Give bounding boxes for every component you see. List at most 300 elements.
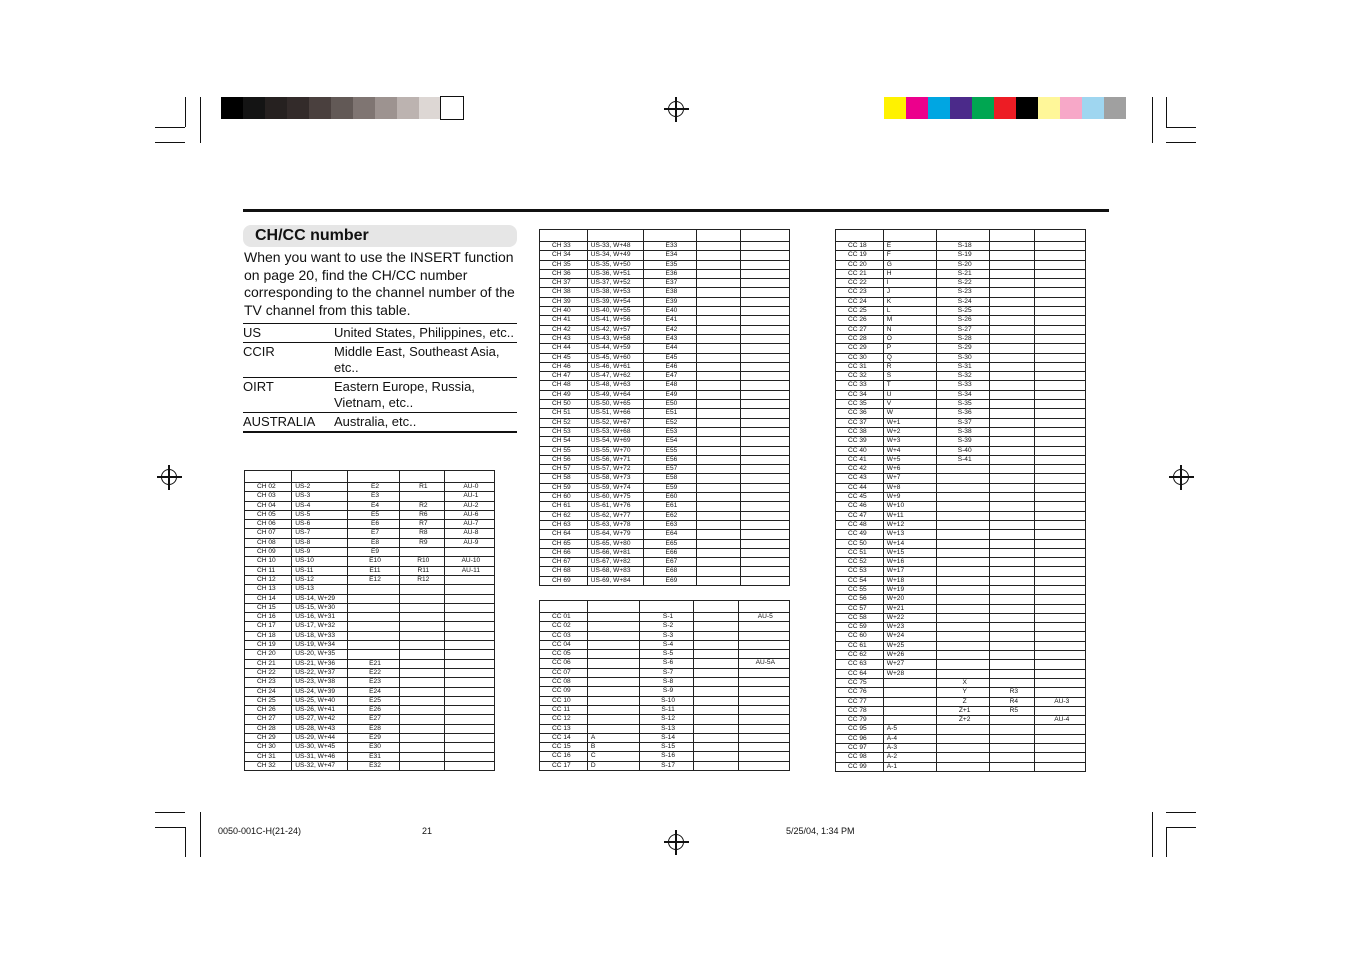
header-cell (640, 601, 693, 613)
table-cell (738, 631, 789, 640)
table-cell: CH 08 (245, 538, 292, 547)
table-cell: CC 45 (836, 493, 884, 502)
table-cell (348, 613, 400, 622)
table-cell (741, 576, 790, 585)
table-cell (444, 687, 494, 696)
table-cell: CC 50 (836, 539, 884, 548)
table-cell: CH 14 (245, 594, 292, 603)
table-cell: W+10 (883, 502, 936, 511)
table-cell: CH 51 (540, 409, 588, 418)
table-cell: R (883, 362, 936, 371)
table-cell (1035, 585, 1086, 594)
table-row (245, 520, 495, 529)
table-row (540, 297, 790, 306)
header-cell (990, 230, 1035, 242)
table-cell (399, 641, 444, 650)
table-cell (1035, 279, 1086, 288)
table-cell (990, 483, 1035, 492)
table-row (836, 678, 1086, 687)
table-cell: V (883, 400, 936, 409)
table-cell (399, 650, 444, 659)
table-cell (696, 288, 740, 297)
table-cell: CH 34 (540, 251, 588, 260)
table-cell (990, 390, 1035, 399)
registration-mark-bottom (668, 834, 684, 850)
table-row (836, 455, 1086, 464)
table-cell (738, 640, 789, 649)
table-cell (693, 678, 738, 687)
table-cell (444, 696, 494, 705)
table-cell (1035, 753, 1086, 762)
channel-table-3 (539, 600, 790, 771)
table-cell (587, 705, 639, 714)
table-cell: CH 43 (540, 334, 588, 343)
table-cell (883, 678, 936, 687)
table-row (836, 567, 1086, 576)
table-cell: Y (937, 688, 990, 697)
table-cell: E3 (348, 492, 400, 501)
table-row (245, 761, 495, 770)
table-cell: R7 (399, 520, 444, 529)
color-swatch (265, 97, 287, 119)
table-cell: CH 58 (540, 474, 588, 483)
table-cell: AU-8 (444, 529, 494, 538)
table-cell (348, 650, 400, 659)
table-cell: E63 (644, 520, 697, 529)
table-row (836, 418, 1086, 427)
table-cell: CH 69 (540, 576, 588, 585)
table-cell: CC 18 (836, 242, 884, 251)
table-row (836, 427, 1086, 436)
table-cell: CH 03 (245, 492, 292, 501)
table-cell (1035, 641, 1086, 650)
table-cell: W+28 (883, 669, 936, 678)
table-cell (990, 604, 1035, 613)
table-cell (741, 307, 790, 316)
color-swatch (331, 97, 353, 119)
table-cell: CH 28 (245, 724, 292, 733)
table-cell (990, 493, 1035, 502)
table-cell: R1 (399, 483, 444, 492)
table-cell: CC 05 (540, 650, 588, 659)
table-cell: CH 49 (540, 390, 588, 399)
table-row (540, 437, 790, 446)
table-cell: CC 01 (540, 613, 588, 622)
table-row (836, 520, 1086, 529)
table-cell: L (883, 307, 936, 316)
table-cell (990, 651, 1035, 660)
table-cell (741, 372, 790, 381)
table-cell: US-63, W+78 (587, 520, 643, 529)
header-cell (741, 230, 790, 242)
table-cell: CC 04 (540, 640, 588, 649)
table-cell (741, 297, 790, 306)
table-row (540, 640, 790, 649)
table-cell (399, 548, 444, 557)
table-cell: R2 (399, 501, 444, 510)
table-cell: CC 54 (836, 576, 884, 585)
table-cell (1035, 409, 1086, 418)
table-row (540, 548, 790, 557)
table-cell (444, 752, 494, 761)
table-cell (1035, 493, 1086, 502)
table-cell (399, 752, 444, 761)
table-cell: US-55, W+70 (587, 446, 643, 455)
table-row (836, 706, 1086, 715)
table-cell (741, 427, 790, 436)
table-cell (990, 288, 1035, 297)
table-cell: E7 (348, 529, 400, 538)
table-cell (444, 715, 494, 724)
table-cell (696, 353, 740, 362)
table-cell (741, 390, 790, 399)
footer-page-number: 21 (422, 826, 433, 836)
table-cell: E10 (348, 557, 400, 566)
table-cell: CC 77 (836, 697, 884, 706)
table-cell (696, 381, 740, 390)
table-cell: S-11 (640, 705, 693, 714)
table-cell: E5 (348, 510, 400, 519)
table-cell: AU-6 (444, 510, 494, 519)
table-row (540, 334, 790, 343)
table-cell: US-68, W+83 (587, 567, 643, 576)
table-cell: T (883, 381, 936, 390)
table-cell (1035, 418, 1086, 427)
table-cell: C (587, 752, 639, 761)
region-row (243, 378, 517, 413)
table-cell: S-23 (937, 288, 990, 297)
table-cell: CC 59 (836, 623, 884, 632)
table-cell (937, 632, 990, 641)
table-cell: O (883, 334, 936, 343)
table-row (245, 650, 495, 659)
header-cell (292, 471, 348, 483)
table-cell (696, 446, 740, 455)
table-cell: US-32, W+47 (292, 761, 348, 770)
table-cell: US-22, W+37 (292, 668, 348, 677)
table-cell (348, 594, 400, 603)
table-cell (696, 325, 740, 334)
table-cell: E25 (348, 696, 400, 705)
table-cell (444, 641, 494, 650)
table-cell (444, 594, 494, 603)
header-cell (399, 471, 444, 483)
table-cell: S-4 (640, 640, 693, 649)
table-cell (883, 688, 936, 697)
table-cell (693, 650, 738, 659)
table-cell (1035, 548, 1086, 557)
table-cell: E50 (644, 400, 697, 409)
table-cell (990, 437, 1035, 446)
table-cell (990, 325, 1035, 334)
table-cell: W+12 (883, 520, 936, 529)
table-cell (1035, 474, 1086, 483)
table-cell (990, 344, 1035, 353)
table-cell: E27 (348, 715, 400, 724)
table-cell (587, 678, 639, 687)
table-cell (741, 483, 790, 492)
table-cell: US-45, W+60 (587, 353, 643, 362)
table-cell (990, 725, 1035, 734)
table-cell (587, 687, 639, 696)
table-cell (990, 297, 1035, 306)
table-cell (883, 706, 936, 715)
table-cell (937, 502, 990, 511)
table-row (245, 752, 495, 761)
table-cell (693, 631, 738, 640)
table-cell: Z+2 (937, 716, 990, 725)
table-cell: CH 40 (540, 307, 588, 316)
table-cell: W+8 (883, 483, 936, 492)
table-cell (1035, 558, 1086, 567)
table-row (836, 716, 1086, 725)
table-cell: AU-2 (444, 501, 494, 510)
table-cell: US-17, W+32 (292, 622, 348, 631)
table-cell: S-14 (640, 733, 693, 742)
table-cell: CC 16 (540, 752, 588, 761)
table-cell: US-26, W+41 (292, 706, 348, 715)
table-cell: CC 75 (836, 678, 884, 687)
table-cell (990, 260, 1035, 269)
table-cell (1035, 651, 1086, 660)
table-cell: W+11 (883, 511, 936, 520)
table-row (540, 668, 790, 677)
table-cell: CH 57 (540, 465, 588, 474)
table-cell (937, 493, 990, 502)
header-cell (348, 471, 400, 483)
table-row (540, 650, 790, 659)
table-row (540, 344, 790, 353)
table-row (540, 260, 790, 269)
table-cell: US-30, W+45 (292, 743, 348, 752)
table-row (836, 381, 1086, 390)
table-cell: US-7 (292, 529, 348, 538)
table-cell: S-19 (937, 251, 990, 260)
region-description: United States, Philippines, etc.. (334, 325, 514, 340)
table-cell: CC 26 (836, 316, 884, 325)
table-row (540, 511, 790, 520)
table-cell: AU-10 (444, 557, 494, 566)
color-swatch (1038, 97, 1060, 119)
table-cell: J (883, 288, 936, 297)
table-cell (693, 613, 738, 622)
table-cell: US-16, W+31 (292, 613, 348, 622)
table-cell (587, 622, 639, 631)
table-cell: S-18 (937, 242, 990, 251)
table-cell (693, 761, 738, 770)
table-cell: W+19 (883, 585, 936, 594)
table-cell (937, 511, 990, 520)
table-cell (990, 530, 1035, 539)
table-cell (696, 279, 740, 288)
table-cell: CH 63 (540, 520, 588, 529)
table-cell: E45 (644, 353, 697, 362)
table-cell: E2 (348, 483, 400, 492)
table-cell (741, 511, 790, 520)
table-cell: S-39 (937, 437, 990, 446)
table-cell (399, 622, 444, 631)
table-cell (741, 474, 790, 483)
region-name: AUSTRALIA (243, 414, 316, 429)
table-cell: CH 45 (540, 353, 588, 362)
table-row (245, 575, 495, 584)
table-cell: Q (883, 353, 936, 362)
table-cell: A-5 (883, 725, 936, 734)
table-cell: US-67, W+82 (587, 558, 643, 567)
table-cell: E59 (644, 483, 697, 492)
table-row (836, 390, 1086, 399)
table-row (540, 696, 790, 705)
table-cell (399, 734, 444, 743)
table-cell: US-3 (292, 492, 348, 501)
table-cell: US-34, W+49 (587, 251, 643, 260)
table-cell (990, 251, 1035, 260)
table-row (836, 613, 1086, 622)
footer-timestamp: 5/25/04, 1:34 PM (786, 826, 855, 836)
table-cell: E49 (644, 390, 697, 399)
table-cell: US-39, W+54 (587, 297, 643, 306)
table-cell (1035, 706, 1086, 715)
table-cell: E33 (644, 242, 697, 251)
table-cell (444, 548, 494, 557)
color-swatch (928, 97, 950, 119)
table-cell: CC 39 (836, 437, 884, 446)
table-row (540, 353, 790, 362)
table-cell: S-17 (640, 761, 693, 770)
table-cell: A-4 (883, 734, 936, 743)
table-cell: E28 (348, 724, 400, 733)
table-cell (990, 716, 1035, 725)
table-cell: N (883, 325, 936, 334)
table-cell: CH 19 (245, 641, 292, 650)
table-row (836, 493, 1086, 502)
table-cell (1035, 567, 1086, 576)
table-cell: R8 (399, 529, 444, 538)
table-cell: E48 (644, 381, 697, 390)
table-cell: CC 32 (836, 372, 884, 381)
region-description: Middle East, Southeast Asia, etc.. (334, 344, 500, 375)
table-cell: W+5 (883, 455, 936, 464)
header-cell (245, 471, 292, 483)
table-cell: CC 49 (836, 530, 884, 539)
table-cell (348, 585, 400, 594)
table-cell: CC 42 (836, 465, 884, 474)
table-cell: E23 (348, 678, 400, 687)
table-cell: E31 (348, 752, 400, 761)
heading-text: CH/CC number (255, 227, 369, 244)
table-row (245, 687, 495, 696)
table-cell: S-13 (640, 724, 693, 733)
table-cell: E51 (644, 409, 697, 418)
table-row (540, 427, 790, 436)
table-cell (696, 530, 740, 539)
table-row (245, 668, 495, 677)
table-cell: E65 (644, 539, 697, 548)
table-cell: US-48, W+63 (587, 381, 643, 390)
table-cell: US-21, W+36 (292, 659, 348, 668)
table-row (540, 474, 790, 483)
table-cell: US-6 (292, 520, 348, 529)
table-cell: S-1 (640, 613, 693, 622)
table-cell (990, 381, 1035, 390)
table-cell (741, 251, 790, 260)
table-cell: CC 63 (836, 660, 884, 669)
table-cell: S-21 (937, 269, 990, 278)
table-row (540, 520, 790, 529)
table-row (836, 251, 1086, 260)
table-cell: R9 (399, 538, 444, 547)
table-cell (693, 733, 738, 742)
table-cell: US-15, W+30 (292, 603, 348, 612)
table-cell (348, 603, 400, 612)
table-cell: A (587, 733, 639, 742)
table-cell (696, 362, 740, 371)
table-cell: CC 19 (836, 251, 884, 260)
table-cell: US-65, W+80 (587, 539, 643, 548)
table-cell (937, 623, 990, 632)
table-row (540, 752, 790, 761)
table-cell (696, 474, 740, 483)
table-row (836, 576, 1086, 585)
table-cell: S-8 (640, 678, 693, 687)
table-cell: CC 30 (836, 353, 884, 362)
table-cell (937, 595, 990, 604)
table-cell: W+3 (883, 437, 936, 446)
table-cell (444, 761, 494, 770)
table-cell (399, 659, 444, 668)
table-row (836, 372, 1086, 381)
channel-table-4 (835, 229, 1086, 772)
table-cell: S-12 (640, 715, 693, 724)
table-cell: US-31, W+46 (292, 752, 348, 761)
table-cell (937, 474, 990, 483)
table-cell (1035, 502, 1086, 511)
table-cell (1035, 688, 1086, 697)
table-cell: CH 53 (540, 427, 588, 436)
table-cell: US-53, W+68 (587, 427, 643, 436)
color-swatch (1104, 97, 1126, 119)
table-cell: S-36 (937, 409, 990, 418)
table-cell: E41 (644, 316, 697, 325)
table-cell (399, 603, 444, 612)
color-swatch (441, 97, 463, 119)
table-cell: CC 46 (836, 502, 884, 511)
table-cell: US-56, W+71 (587, 455, 643, 464)
table-cell (937, 520, 990, 529)
table-cell: CH 65 (540, 539, 588, 548)
table-row (540, 539, 790, 548)
table-cell: AU-0 (444, 483, 494, 492)
table-cell (738, 668, 789, 677)
table-cell (696, 251, 740, 260)
table-row (836, 744, 1086, 753)
table-cell (696, 307, 740, 316)
table-cell: CH 56 (540, 455, 588, 464)
table-cell: E56 (644, 455, 697, 464)
table-row (540, 288, 790, 297)
table-cell (741, 344, 790, 353)
table-cell (741, 418, 790, 427)
table-row (836, 632, 1086, 641)
table-cell: CC 33 (836, 381, 884, 390)
table-cell (587, 613, 639, 622)
table-cell (741, 353, 790, 362)
table-cell (696, 558, 740, 567)
table-cell: S-41 (937, 455, 990, 464)
table-cell: US-37, W+52 (587, 279, 643, 288)
table-row (836, 344, 1086, 353)
table-row (245, 603, 495, 612)
